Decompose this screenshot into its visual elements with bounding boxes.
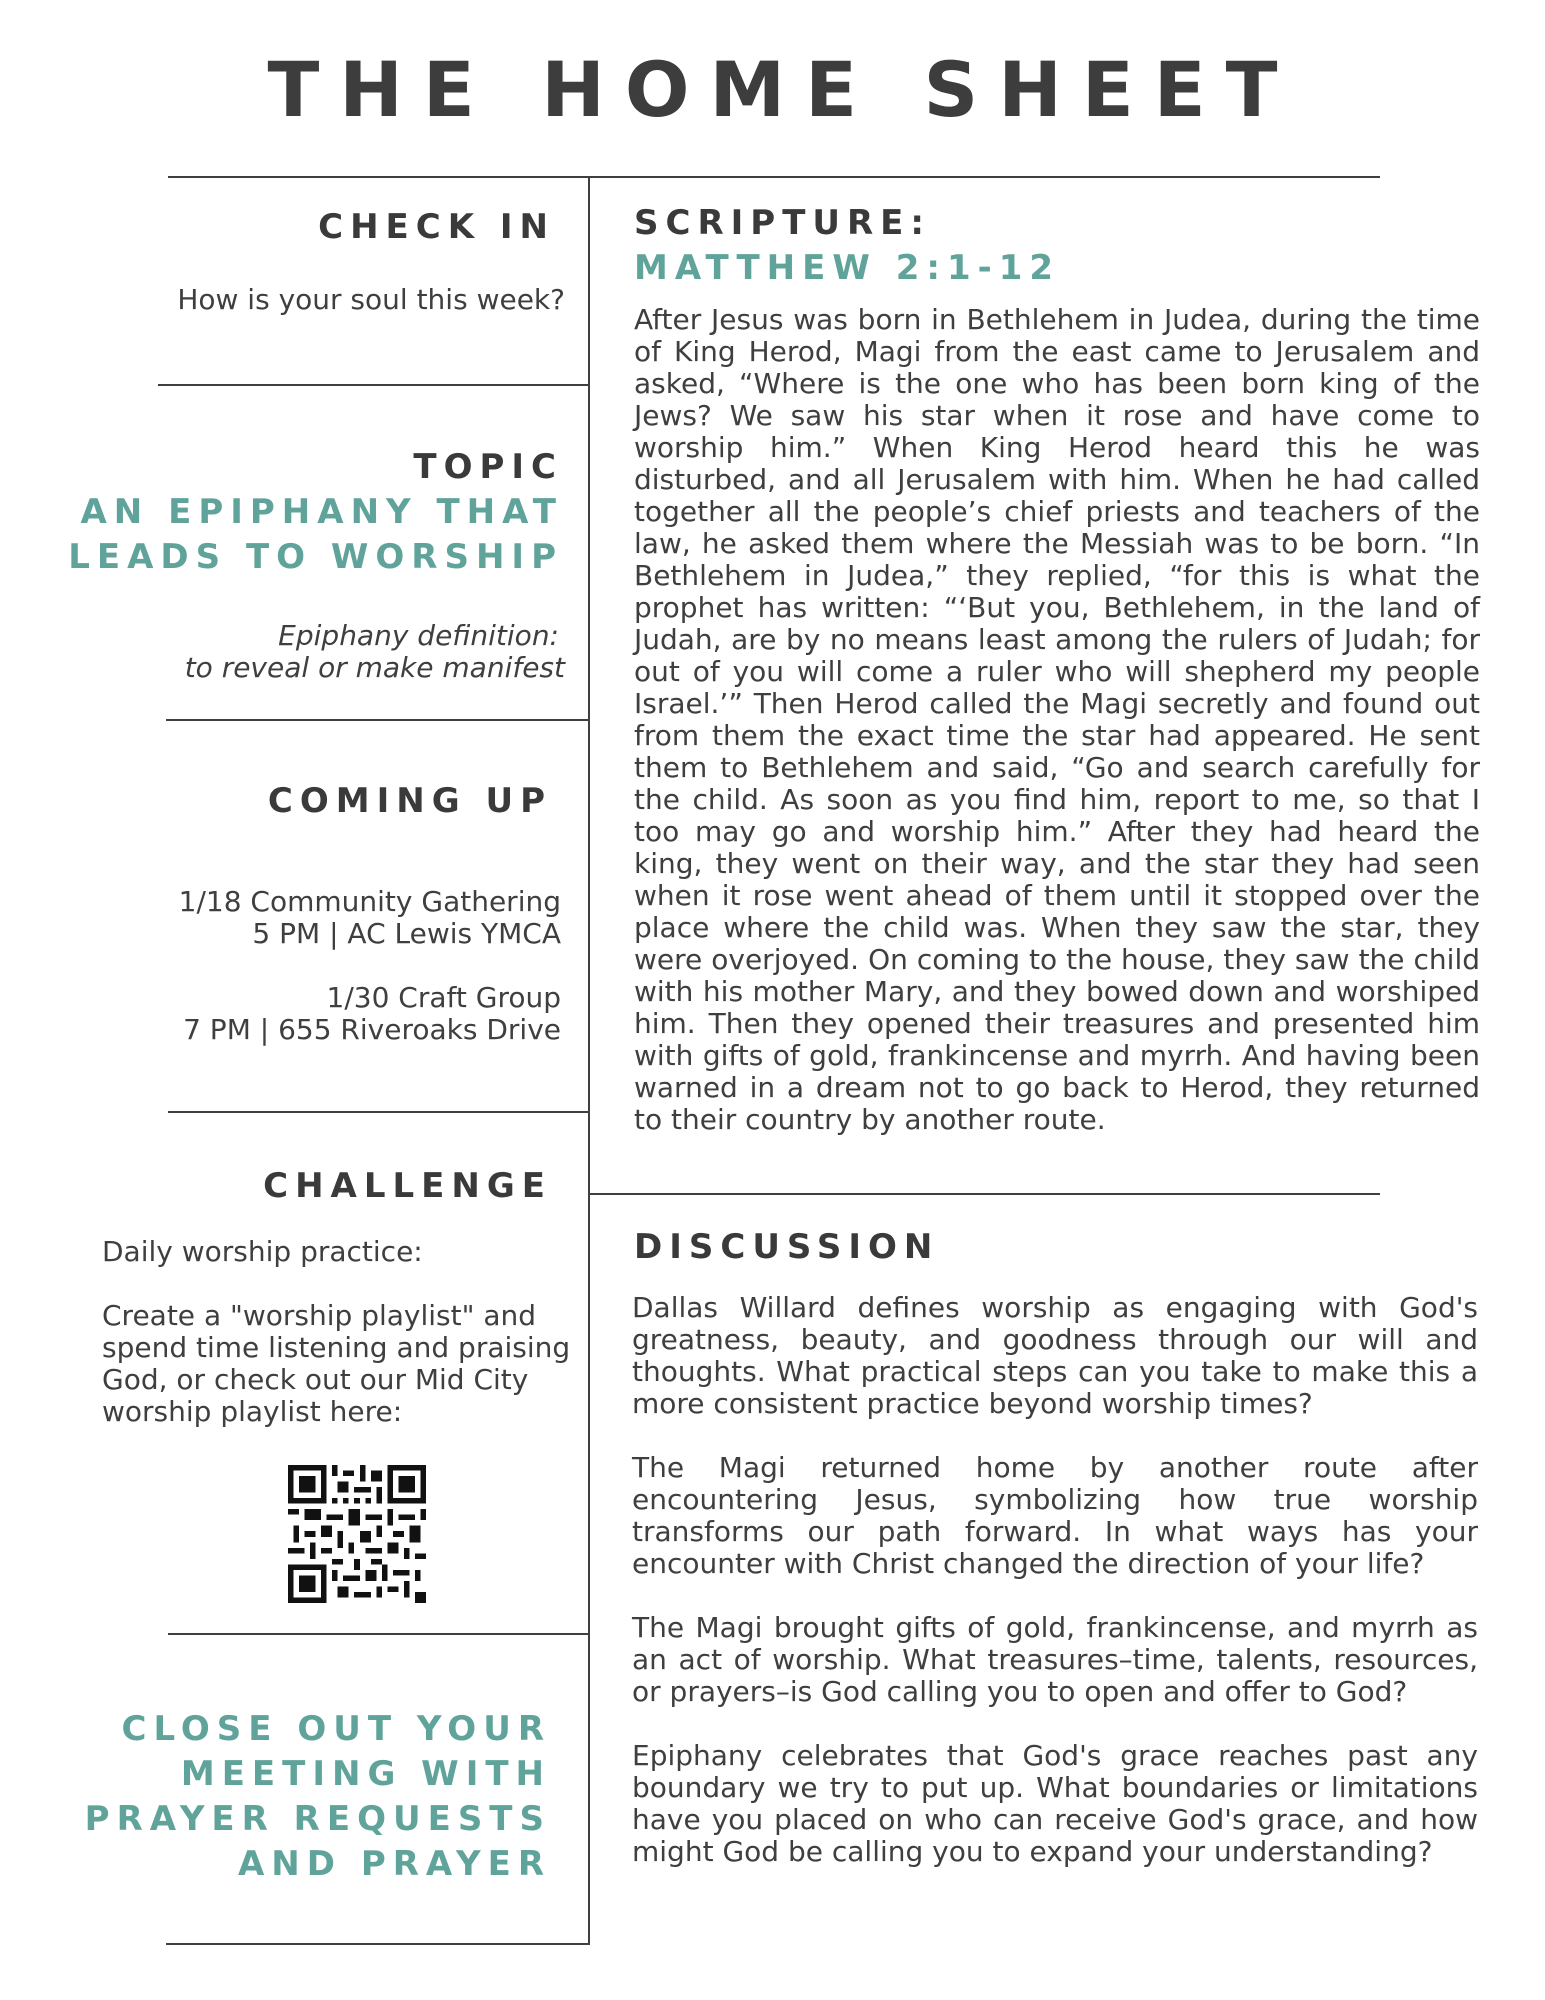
scripture-reference: MATTHEW 2:1-12	[634, 248, 1061, 288]
discussion-question-3: The Magi brought gifts of gold, frankincense, and myrrh as an act of worship. What treasures–time, talents, resources, or prayers–is God calling you to open and offer to God?	[632, 1611, 1478, 1708]
divider-comingup	[168, 1111, 588, 1113]
close-out-line2: MEETING WITH	[180, 1754, 551, 1794]
event-1-details: 5 PM | AC Lewis YMCA	[252, 917, 561, 950]
discussion-question-1: Dallas Willard defines worship as engaging with God's greatness, beauty, and goodness through our will and thoughts. What practical steps can you take to make this a more consistent practice beyond worship times?	[632, 1291, 1478, 1420]
qr-code-icon[interactable]	[288, 1465, 426, 1603]
event-2-details: 7 PM | 655 Riveroaks Drive	[183, 1013, 561, 1046]
close-out-line1: CLOSE OUT YOUR	[121, 1709, 551, 1749]
discussion-question-4: Epiphany celebrates that God's grace reaches past any boundary we try to put up. What boundaries or limitations have you placed on who can receive God's grace, and how might God be calling you to expand your understanding?	[632, 1739, 1478, 1868]
event-2-title: 1/30 Craft Group	[326, 981, 561, 1014]
divider-scripture	[590, 1193, 1380, 1195]
scripture-heading: SCRIPTURE:	[634, 203, 931, 243]
check-in-heading: CHECK IN	[318, 207, 555, 247]
challenge-heading: CHALLENGE	[263, 1166, 552, 1206]
divider-checkin	[158, 384, 588, 386]
coming-up-heading: COMING UP	[267, 781, 552, 821]
scripture-text: After Jesus was born in Bethlehem in Judea, during the time of King Herod, Magi from the east came to Jerusalem and asked, “Where is the one who has been born king of the Jews? We saw his star when it rose and have come to worship him.” When King Herod heard this he was disturbed, and all Jerusalem with him. When he had called together all the people’s chief priests and teachers of the law, he asked them where the Messiah was to be born. “In Bethlehem in Judea,” they replied, “for this is what the prophet has written: “‘But you, Bethlehem, in the land of Judah, are by no means least among the rulers of Judah; for out of you will come a ruler who will shepherd my people Israel.’” Then Herod called the Magi secretly and found out from them the exact time the star had appeared. He sent them to Bethlehem and said, “Go and search carefully for the child. As soon as you find him, report to me, so that I too may go and worship him.” After they had heard the king, they went on their way, and the star they had seen when it rose went ahead of them until it stopped over the place where the child was. When they saw the star, they were overjoyed. On coming to the house, they saw the child with his mother Mary, and they bowed down and worshiped him. Then they opened their treasures and presented him with gifts of gold, frankincense and myrrh. And having been warned in a dream not to go back to Herod, they returned to their country by another route.	[634, 303, 1480, 1136]
check-in-question: How is your soul this week?	[177, 283, 565, 316]
close-out-line4: AND PRAYER	[237, 1844, 551, 1884]
epiphany-definition-line1: Epiphany definition:	[278, 619, 559, 652]
event-1-title: 1/18 Community Gathering	[178, 885, 561, 918]
divider-topic	[166, 719, 588, 721]
discussion-heading: DISCUSSION	[634, 1227, 940, 1267]
top-divider	[168, 176, 1380, 178]
topic-title-line2: LEADS TO WORSHIP	[68, 537, 563, 577]
epiphany-definition-line2: to reveal or make manifest	[184, 651, 565, 684]
close-out-line3: PRAYER REQUESTS	[84, 1799, 551, 1839]
discussion-questions	[632, 1292, 1478, 1900]
challenge-body: Create a "worship playlist" and spend time listening and praising God, or check out our Mid City worship playlist here:	[102, 1299, 571, 1428]
challenge-intro: Daily worship practice:	[102, 1235, 423, 1268]
topic-heading: TOPIC	[413, 447, 563, 487]
topic-title-line1: AN EPIPHANY THAT	[80, 492, 563, 532]
discussion-question-2: The Magi returned home by another route after encountering Jesus, symbolizing how true worship transforms our path forward. In what ways has your encounter with Christ changed the direction of your life?	[632, 1451, 1478, 1580]
divider-challenge	[168, 1633, 588, 1635]
page-title: THE HOME SHEET	[267, 45, 1298, 134]
divider-bottom-left	[166, 1943, 590, 1945]
column-divider	[588, 178, 590, 1944]
